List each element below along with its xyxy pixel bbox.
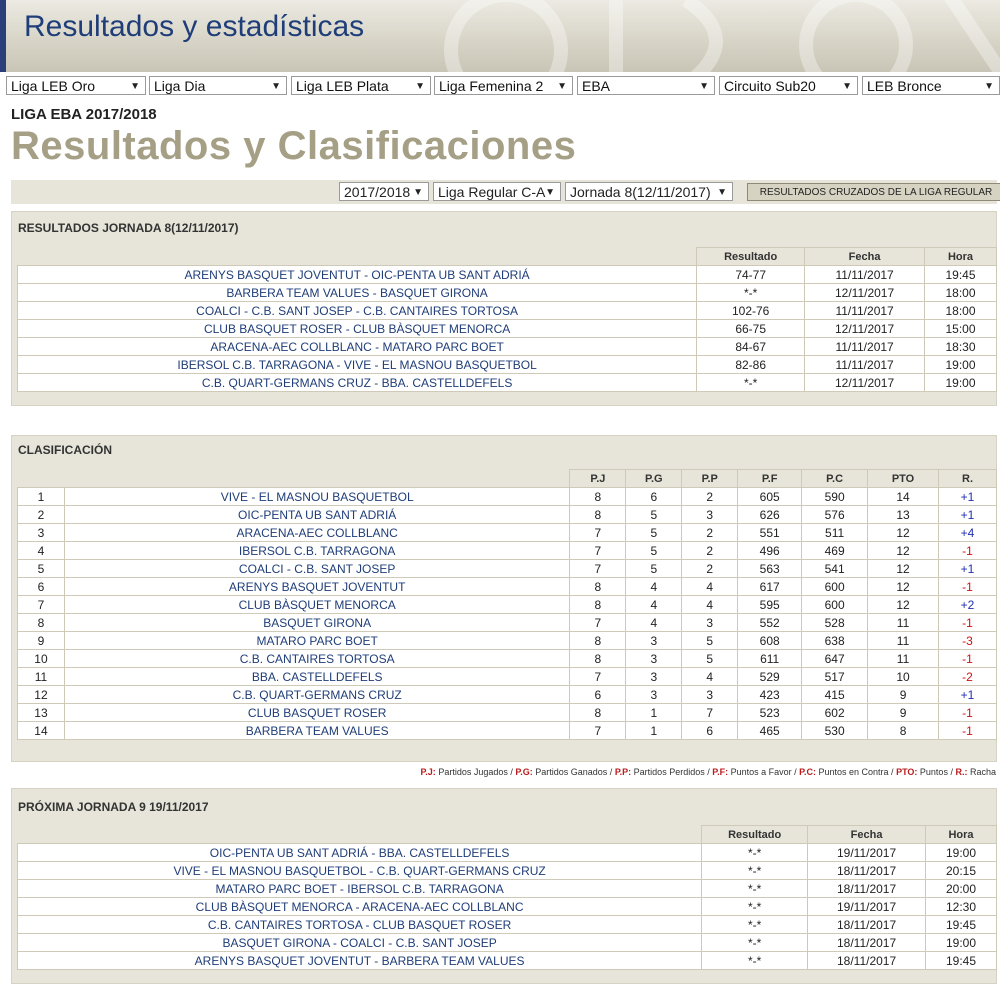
chevron-down-icon: ▼ — [984, 81, 994, 92]
legend-abbr: P.F: — [712, 767, 729, 777]
table-row — [18, 596, 997, 614]
stat-pp: 2 — [682, 524, 738, 542]
table-row — [18, 506, 997, 524]
match-time: 19:00 — [926, 844, 997, 862]
stat-pc: 647 — [802, 650, 868, 668]
league-title: LIGA EBA 2017/2018 — [11, 106, 157, 123]
match-link[interactable]: VIVE - EL MASNOU BASQUETBOL - C.B. QUART-GERMANS CRUZ — [18, 862, 702, 880]
stat-pc: 530 — [802, 722, 868, 740]
standings-panel — [11, 435, 997, 762]
select-competition-6[interactable] — [719, 76, 858, 95]
table-row — [18, 302, 997, 320]
stat-pg: 5 — [626, 542, 682, 560]
chevron-down-icon: ▼ — [413, 187, 423, 198]
stat-pto: 9 — [868, 704, 939, 722]
table-row — [18, 524, 997, 542]
match-time: 19:45 — [926, 916, 997, 934]
stat-pf: 617 — [738, 578, 802, 596]
stat-pf: 529 — [738, 668, 802, 686]
stat-pp: 4 — [682, 578, 738, 596]
stat-pg: 4 — [626, 596, 682, 614]
stat-pg: 3 — [626, 668, 682, 686]
stat-pf: 552 — [738, 614, 802, 632]
match-date: 18/11/2017 — [808, 862, 926, 880]
team-link[interactable]: ARENYS BASQUET JOVENTUT — [64, 578, 569, 596]
team-link[interactable]: MATARO PARC BOET — [64, 632, 569, 650]
legend-abbr: P.P: — [614, 767, 632, 777]
stat-pf: 608 — [738, 632, 802, 650]
table-row — [18, 266, 997, 284]
match-date: 11/11/2017 — [805, 302, 925, 320]
stat-pc: 638 — [802, 632, 868, 650]
stat-streak: -1 — [939, 542, 997, 560]
stat-pg: 1 — [626, 704, 682, 722]
stat-pto: 13 — [868, 506, 939, 524]
banner-decoration — [386, 0, 1000, 72]
col-resultado: Resultado — [697, 248, 805, 266]
stat-pp: 5 — [682, 650, 738, 668]
stat-pto: 14 — [868, 488, 939, 506]
standing-position: 11 — [18, 668, 65, 686]
match-date: 11/11/2017 — [805, 356, 925, 374]
table-row — [18, 862, 997, 880]
select-competition-3[interactable] — [291, 76, 431, 95]
round-select[interactable] — [565, 182, 733, 201]
chevron-down-icon: ▼ — [415, 81, 425, 92]
match-time: 19:00 — [926, 934, 997, 952]
stat-streak: +1 — [939, 506, 997, 524]
match-link[interactable]: BASQUET GIRONA - COALCI - C.B. SANT JOSEP — [18, 934, 702, 952]
match-date: 18/11/2017 — [808, 916, 926, 934]
match-time: 20:15 — [926, 862, 997, 880]
stat-pp: 3 — [682, 614, 738, 632]
match-link[interactable]: CLUB BASQUET ROSER - CLUB BÀSQUET MENORCA — [18, 320, 697, 338]
match-result: 82-86 — [697, 356, 805, 374]
stat-pto: 9 — [868, 686, 939, 704]
stat-pc: 590 — [802, 488, 868, 506]
match-link[interactable]: ARACENA-AEC COLLBLANC - MATARO PARC BOET — [18, 338, 697, 356]
team-link[interactable]: CLUB BÀSQUET MENORCA — [64, 596, 569, 614]
stat-streak: -2 — [939, 668, 997, 686]
match-date: 19/11/2017 — [808, 898, 926, 916]
standing-position: 14 — [18, 722, 65, 740]
stat-pj: 8 — [570, 506, 626, 524]
team-link[interactable]: BASQUET GIRONA — [64, 614, 569, 632]
legend-text: Racha — [969, 767, 996, 777]
match-date: 18/11/2017 — [808, 934, 926, 952]
legend-text: Partidos Jugados — [438, 767, 508, 777]
stat-pj: 7 — [570, 614, 626, 632]
select-label: Liga LEB Plata — [296, 78, 389, 94]
col-pp: P.P — [682, 470, 738, 488]
select-label: EBA — [582, 78, 611, 94]
standings-legend: P.J: Partidos Jugados / P.G: Partidos Ganados / P.P: Partidos Perdidos / P.F: Puntos a Favor / P.C: Puntos en Contra / PTO: Puntos / R.: Racha — [420, 767, 996, 777]
select-competition-2[interactable] — [149, 76, 287, 95]
match-result: *-* — [702, 862, 808, 880]
stat-streak: -1 — [939, 578, 997, 596]
col-hora: Hora — [925, 248, 997, 266]
select-label: Circuito Sub20 — [724, 78, 816, 94]
stat-pc: 602 — [802, 704, 868, 722]
table-row — [18, 374, 997, 392]
match-link[interactable]: CLUB BÀSQUET MENORCA - ARACENA-AEC COLLBLANC — [18, 898, 702, 916]
match-link[interactable]: ARENYS BASQUET JOVENTUT - OIC-PENTA UB SANT ADRIÁ — [18, 266, 697, 284]
chevron-down-icon: ▼ — [842, 81, 852, 92]
stat-pto: 11 — [868, 650, 939, 668]
stat-pp: 3 — [682, 506, 738, 524]
stat-pf: 523 — [738, 704, 802, 722]
standing-position: 5 — [18, 560, 65, 578]
table-row — [18, 578, 997, 596]
col-fecha: Fecha — [805, 248, 925, 266]
col-pc: P.C — [802, 470, 868, 488]
stat-pto: 12 — [868, 524, 939, 542]
match-date: 18/11/2017 — [808, 880, 926, 898]
stat-streak: +1 — [939, 686, 997, 704]
standing-position: 7 — [18, 596, 65, 614]
stat-pj: 7 — [570, 524, 626, 542]
standing-position: 13 — [18, 704, 65, 722]
match-date: 19/11/2017 — [808, 844, 926, 862]
team-link[interactable]: IBERSOL C.B. TARRAGONA — [64, 542, 569, 560]
stat-pj: 8 — [570, 704, 626, 722]
stat-streak: +1 — [939, 560, 997, 578]
match-date: 12/11/2017 — [805, 374, 925, 392]
stat-pto: 12 — [868, 542, 939, 560]
legend-text: Partidos Ganados — [535, 767, 608, 777]
cross-results-button[interactable]: RESULTADOS CRUZADOS DE LA LIGA REGULAR — [747, 183, 1000, 201]
legend-abbr: P.C: — [799, 767, 816, 777]
stat-pp: 4 — [682, 596, 738, 614]
match-time: 15:00 — [925, 320, 997, 338]
stat-pf: 595 — [738, 596, 802, 614]
stat-pc: 528 — [802, 614, 868, 632]
stat-pp: 5 — [682, 632, 738, 650]
standing-position: 1 — [18, 488, 65, 506]
select-label: Liga Femenina 2 — [439, 78, 544, 94]
page-header-title: Resultados y estadísticas — [24, 10, 365, 43]
stat-pp: 2 — [682, 488, 738, 506]
team-link[interactable]: BARBERA TEAM VALUES — [64, 722, 569, 740]
standing-position: 6 — [18, 578, 65, 596]
stat-streak: -1 — [939, 650, 997, 668]
match-link[interactable]: BARBERA TEAM VALUES - BASQUET GIRONA — [18, 284, 697, 302]
stat-pc: 541 — [802, 560, 868, 578]
col-pf: P.F — [738, 470, 802, 488]
table-row — [18, 614, 997, 632]
table-row — [18, 338, 997, 356]
stat-pj: 7 — [570, 560, 626, 578]
team-link[interactable]: CLUB BASQUET ROSER — [64, 704, 569, 722]
match-link[interactable]: MATARO PARC BOET - IBERSOL C.B. TARRAGONA — [18, 880, 702, 898]
stat-pto: 10 — [868, 668, 939, 686]
table-row — [18, 632, 997, 650]
next-round-heading: PRÓXIMA JORNADA 9 19/11/2017 — [18, 800, 209, 814]
season-label: 2017/2018 — [344, 184, 411, 200]
season-select[interactable] — [339, 182, 429, 201]
stat-pg: 5 — [626, 506, 682, 524]
stat-pg: 4 — [626, 578, 682, 596]
match-time: 19:45 — [926, 952, 997, 970]
col-r: R. — [939, 470, 997, 488]
table-row — [18, 952, 997, 970]
col-pg: P.G — [626, 470, 682, 488]
match-result: 102-76 — [697, 302, 805, 320]
standings-heading: CLASIFICACIÓN — [18, 443, 112, 457]
chevron-down-icon: ▼ — [717, 187, 727, 198]
stat-pg: 3 — [626, 686, 682, 704]
match-time: 18:00 — [925, 302, 997, 320]
stat-pp: 4 — [682, 668, 738, 686]
select-competition-5[interactable] — [577, 76, 715, 95]
stat-pj: 8 — [570, 632, 626, 650]
table-row — [18, 488, 997, 506]
team-link[interactable]: C.B. QUART-GERMANS CRUZ — [64, 686, 569, 704]
page-title: Resultados y Clasificaciones — [11, 124, 577, 168]
match-result: 74-77 — [697, 266, 805, 284]
phase-label: Liga Regular C-A — [438, 184, 546, 200]
match-link[interactable]: IBERSOL C.B. TARRAGONA - VIVE - EL MASNOU BASQUETBOL — [18, 356, 697, 374]
stat-pc: 576 — [802, 506, 868, 524]
stat-pg: 3 — [626, 632, 682, 650]
match-time: 19:00 — [925, 374, 997, 392]
table-row — [18, 898, 997, 916]
col-resultado: Resultado — [702, 826, 808, 844]
match-result: *-* — [697, 284, 805, 302]
stat-pp: 6 — [682, 722, 738, 740]
stat-pto: 8 — [868, 722, 939, 740]
match-date: 18/11/2017 — [808, 952, 926, 970]
chevron-down-icon: ▼ — [130, 81, 140, 92]
table-row — [18, 916, 997, 934]
stat-streak: -3 — [939, 632, 997, 650]
match-link[interactable]: C.B. QUART-GERMANS CRUZ - BBA. CASTELLDEFELS — [18, 374, 697, 392]
chevron-down-icon: ▼ — [271, 81, 281, 92]
match-date: 11/11/2017 — [805, 338, 925, 356]
match-link[interactable]: OIC-PENTA UB SANT ADRIÁ - BBA. CASTELLDEFELS — [18, 844, 702, 862]
select-competition-4[interactable] — [434, 76, 573, 95]
header-banner — [0, 0, 1000, 72]
legend-text: Partidos Perdidos — [633, 767, 705, 777]
stat-pc: 600 — [802, 596, 868, 614]
match-time: 12:30 — [926, 898, 997, 916]
team-link[interactable]: BBA. CASTELLDEFELS — [64, 668, 569, 686]
select-competition-1[interactable] — [6, 76, 146, 95]
results-panel — [11, 211, 997, 406]
stat-pc: 511 — [802, 524, 868, 542]
competition-selector-row — [0, 76, 1000, 98]
stat-pg: 6 — [626, 488, 682, 506]
stat-pf: 423 — [738, 686, 802, 704]
select-label: Liga Dia — [154, 78, 206, 94]
chevron-down-icon: ▼ — [557, 81, 567, 92]
results-heading: RESULTADOS JORNADA 8(12/11/2017) — [18, 221, 239, 235]
standing-position: 12 — [18, 686, 65, 704]
phase-select[interactable] — [433, 182, 561, 201]
standing-position: 9 — [18, 632, 65, 650]
team-link[interactable]: COALCI - C.B. SANT JOSEP — [64, 560, 569, 578]
stat-pto: 11 — [868, 632, 939, 650]
stat-pj: 8 — [570, 596, 626, 614]
stat-pf: 626 — [738, 506, 802, 524]
stat-pc: 415 — [802, 686, 868, 704]
stat-pj: 7 — [570, 722, 626, 740]
stat-streak: +4 — [939, 524, 997, 542]
results-table — [17, 247, 997, 392]
stat-pj: 8 — [570, 578, 626, 596]
match-date: 12/11/2017 — [805, 320, 925, 338]
stat-pto: 12 — [868, 596, 939, 614]
table-row — [18, 356, 997, 374]
match-time: 19:00 — [925, 356, 997, 374]
stat-pf: 611 — [738, 650, 802, 668]
stat-pg: 3 — [626, 650, 682, 668]
select-label: Liga LEB Oro — [11, 78, 96, 94]
stat-streak: +2 — [939, 596, 997, 614]
stat-pg: 5 — [626, 560, 682, 578]
match-result: 84-67 — [697, 338, 805, 356]
stat-pf: 496 — [738, 542, 802, 560]
team-link[interactable]: VIVE - EL MASNOU BASQUETBOL — [64, 488, 569, 506]
table-row — [18, 650, 997, 668]
table-row — [18, 722, 997, 740]
stat-pj: 7 — [570, 668, 626, 686]
standings-table — [17, 469, 997, 740]
stat-pj: 7 — [570, 542, 626, 560]
match-result: 66-75 — [697, 320, 805, 338]
match-time: 19:45 — [925, 266, 997, 284]
stat-pg: 4 — [626, 614, 682, 632]
match-time: 18:30 — [925, 338, 997, 356]
legend-abbr: P.J: — [420, 767, 436, 777]
col-fecha: Fecha — [808, 826, 926, 844]
stat-pp: 2 — [682, 542, 738, 560]
stat-pf: 465 — [738, 722, 802, 740]
stat-pg: 1 — [626, 722, 682, 740]
standing-position: 4 — [18, 542, 65, 560]
stat-streak: -1 — [939, 722, 997, 740]
round-label: Jornada 8(12/11/2017) — [570, 184, 711, 200]
stat-pj: 8 — [570, 488, 626, 506]
match-date: 11/11/2017 — [805, 266, 925, 284]
col-pj: P.J — [570, 470, 626, 488]
match-link[interactable]: ARENYS BASQUET JOVENTUT - BARBERA TEAM VALUES — [18, 952, 702, 970]
match-result: *-* — [702, 952, 808, 970]
legend-text: Puntos — [919, 767, 948, 777]
stat-pj: 6 — [570, 686, 626, 704]
match-link[interactable]: COALCI - C.B. SANT JOSEP - C.B. CANTAIRES TORTOSA — [18, 302, 697, 320]
stat-pp: 3 — [682, 686, 738, 704]
stat-pc: 517 — [802, 668, 868, 686]
table-row — [18, 704, 997, 722]
match-result: *-* — [702, 880, 808, 898]
team-link[interactable]: C.B. CANTAIRES TORTOSA — [64, 650, 569, 668]
select-label: LEB Bronce — [867, 78, 942, 94]
select-competition-7[interactable] — [862, 76, 1000, 95]
stat-pf: 605 — [738, 488, 802, 506]
next-round-table — [17, 825, 997, 970]
table-row — [18, 880, 997, 898]
match-result: *-* — [702, 844, 808, 862]
table-row — [18, 844, 997, 862]
stat-pf: 551 — [738, 524, 802, 542]
filter-bar — [11, 180, 997, 204]
match-link[interactable]: C.B. CANTAIRES TORTOSA - CLUB BASQUET ROSER — [18, 916, 702, 934]
match-result: *-* — [697, 374, 805, 392]
table-row — [18, 320, 997, 338]
match-time: 18:00 — [925, 284, 997, 302]
chevron-down-icon: ▼ — [699, 81, 709, 92]
standing-position: 2 — [18, 506, 65, 524]
stat-pto: 12 — [868, 560, 939, 578]
table-row — [18, 934, 997, 952]
stat-pp: 2 — [682, 560, 738, 578]
table-row — [18, 560, 997, 578]
stat-pc: 469 — [802, 542, 868, 560]
legend-text: Puntos a Favor — [730, 767, 792, 777]
table-row — [18, 542, 997, 560]
next-round-panel — [11, 788, 997, 984]
standing-position: 8 — [18, 614, 65, 632]
legend-abbr: R.: — [955, 767, 968, 777]
team-link[interactable]: OIC-PENTA UB SANT ADRIÁ — [64, 506, 569, 524]
stat-pj: 8 — [570, 650, 626, 668]
stat-pc: 600 — [802, 578, 868, 596]
standing-position: 3 — [18, 524, 65, 542]
match-result: *-* — [702, 934, 808, 952]
stat-pto: 12 — [868, 578, 939, 596]
table-row — [18, 284, 997, 302]
stat-streak: -1 — [939, 704, 997, 722]
legend-abbr: P.G: — [515, 767, 533, 777]
legend-text: Puntos en Contra — [818, 767, 889, 777]
col-pto: PTO — [868, 470, 939, 488]
match-result: *-* — [702, 916, 808, 934]
team-link[interactable]: ARACENA-AEC COLLBLANC — [64, 524, 569, 542]
stat-streak: -1 — [939, 614, 997, 632]
table-row — [18, 686, 997, 704]
standing-position: 10 — [18, 650, 65, 668]
match-date: 12/11/2017 — [805, 284, 925, 302]
stat-pf: 563 — [738, 560, 802, 578]
chevron-down-icon: ▼ — [545, 187, 555, 198]
stat-pp: 7 — [682, 704, 738, 722]
table-row — [18, 668, 997, 686]
stat-pto: 11 — [868, 614, 939, 632]
match-time: 20:00 — [926, 880, 997, 898]
match-result: *-* — [702, 898, 808, 916]
stat-pg: 5 — [626, 524, 682, 542]
legend-abbr: PTO: — [896, 767, 918, 777]
col-hora: Hora — [926, 826, 997, 844]
stat-streak: +1 — [939, 488, 997, 506]
